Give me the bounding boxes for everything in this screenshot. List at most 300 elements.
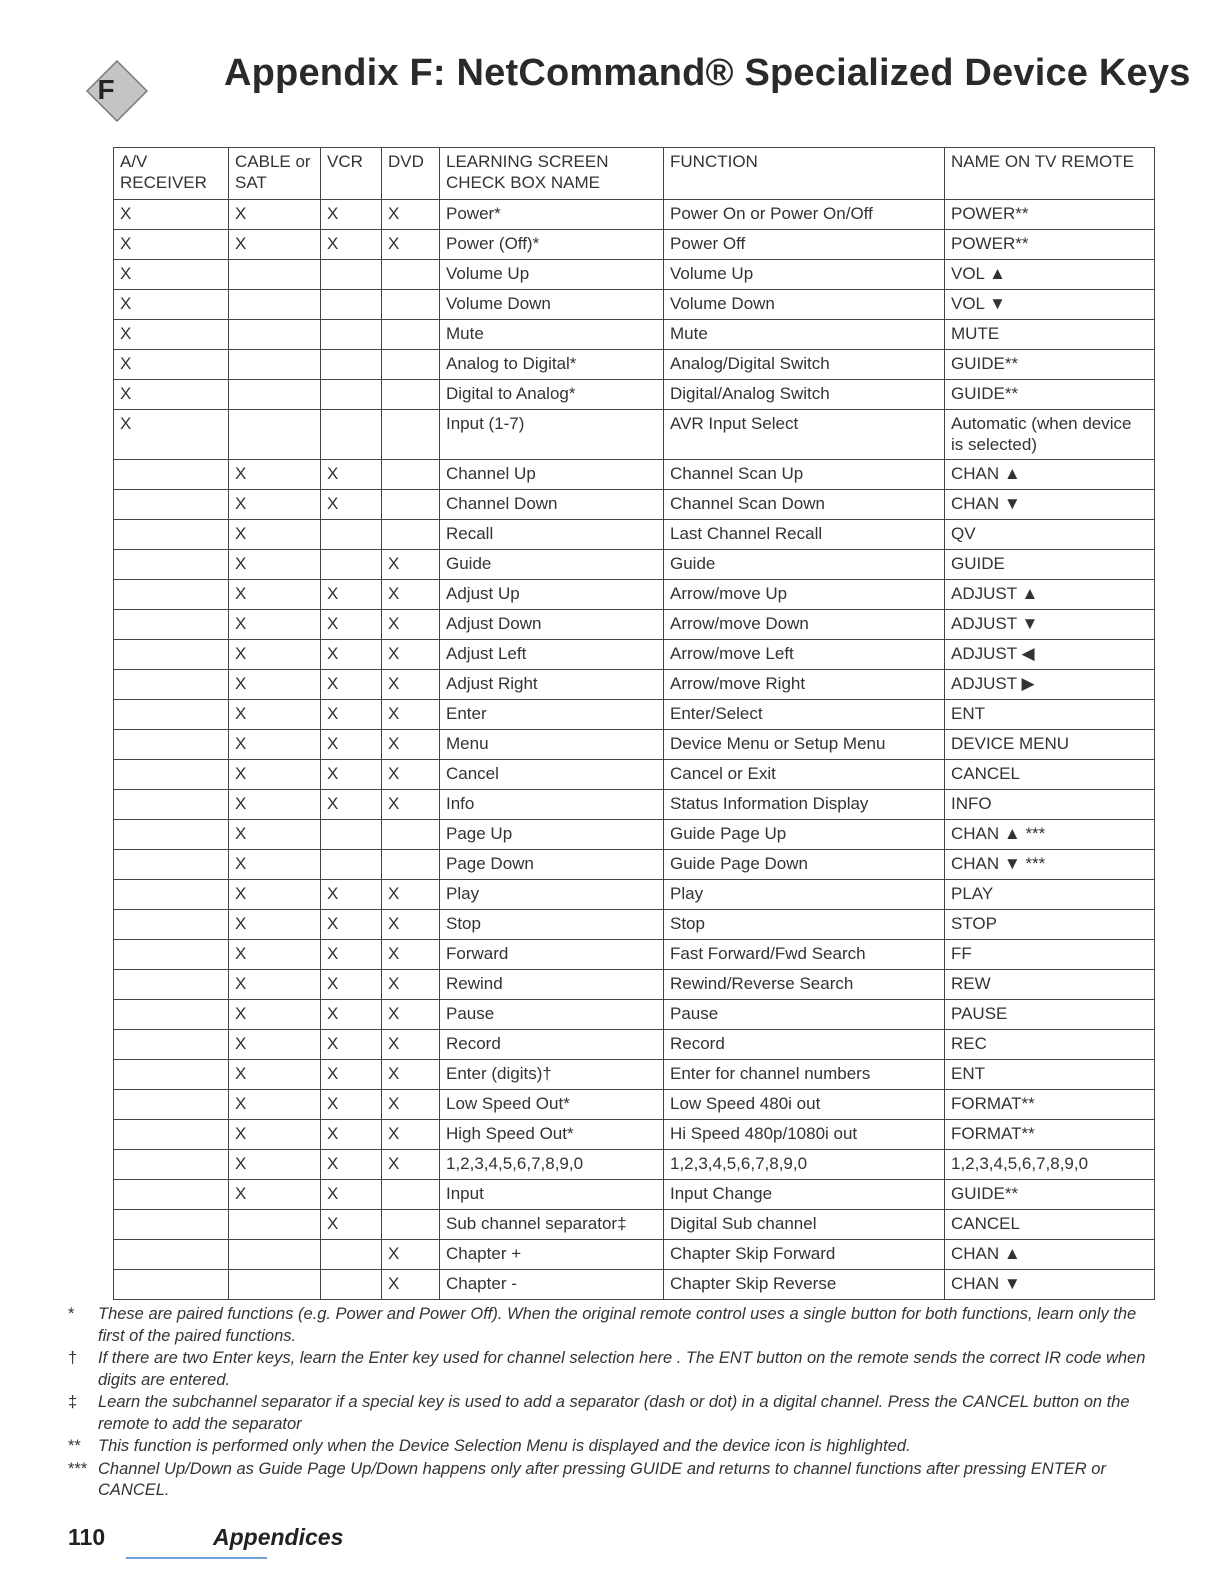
table-cell: [382, 410, 440, 460]
table-cell: X: [229, 460, 321, 490]
table-cell: Cancel: [440, 760, 664, 790]
footnote-mark: *: [68, 1305, 75, 1323]
table-cell: [321, 290, 382, 320]
table-cell: Last Channel Recall: [664, 520, 945, 550]
table-row: [114, 640, 1155, 670]
table-cell: [114, 1210, 229, 1240]
table-cell: X: [382, 1060, 440, 1090]
table-cell: X: [114, 380, 229, 410]
footnote-mark: †: [68, 1349, 78, 1367]
table-cell: [114, 1090, 229, 1120]
table-cell: X: [229, 580, 321, 610]
table-cell: Power*: [440, 200, 664, 230]
table-cell: Page Up: [440, 820, 664, 850]
table-cell: X: [229, 640, 321, 670]
device-keys-table: [113, 147, 1155, 1300]
table-row: [114, 410, 1155, 460]
table-cell: CHAN ▼ ***: [945, 850, 1155, 880]
table-row: [114, 490, 1155, 520]
table-row: [114, 1090, 1155, 1120]
footnote-text: If there are two Enter keys, learn the Enter key used for channel selection here . The ENT button on the remote sends the correct IR code when digits are entered.: [98, 1349, 1146, 1389]
column-header: VCR: [321, 148, 382, 200]
table-cell: [321, 1240, 382, 1270]
table-cell: X: [382, 230, 440, 260]
table-cell: PAUSE: [945, 1000, 1155, 1030]
table-cell: Arrow/move Right: [664, 670, 945, 700]
table-cell: Cancel or Exit: [664, 760, 945, 790]
table-cell: [229, 260, 321, 290]
table-cell: X: [321, 1120, 382, 1150]
table-cell: Channel Scan Down: [664, 490, 945, 520]
table-cell: [321, 380, 382, 410]
table-cell: [229, 320, 321, 350]
table-cell: 1,2,3,4,5,6,7,8,9,0: [440, 1150, 664, 1180]
table-cell: [114, 490, 229, 520]
table-cell: Analog to Digital*: [440, 350, 664, 380]
table-cell: Enter (digits)†: [440, 1060, 664, 1090]
table-cell: X: [229, 670, 321, 700]
footnote-mark: **: [68, 1437, 81, 1455]
table-cell: Volume Down: [664, 290, 945, 320]
table-cell: Pause: [440, 1000, 664, 1030]
table-cell: X: [321, 910, 382, 940]
table-cell: X: [321, 1000, 382, 1030]
table-cell: STOP: [945, 910, 1155, 940]
table-row: [114, 320, 1155, 350]
table-cell: [321, 550, 382, 580]
table-cell: CANCEL: [945, 760, 1155, 790]
table-row: [114, 200, 1155, 230]
column-header: NAME ON TV REMOTE: [945, 148, 1155, 200]
table-cell: Play: [440, 880, 664, 910]
table-cell: X: [114, 410, 229, 460]
table-cell: X: [229, 200, 321, 230]
table-cell: [114, 610, 229, 640]
table-cell: Chapter Skip Reverse: [664, 1270, 945, 1300]
table-cell: [229, 380, 321, 410]
table-cell: X: [229, 850, 321, 880]
table-cell: [114, 700, 229, 730]
table-cell: [382, 380, 440, 410]
table-cell: X: [321, 610, 382, 640]
table-cell: X: [321, 730, 382, 760]
footnote: [68, 1304, 1158, 1347]
table-cell: X: [382, 1120, 440, 1150]
table-cell: X: [382, 970, 440, 1000]
table-cell: [382, 350, 440, 380]
table-cell: X: [229, 700, 321, 730]
table-cell: X: [229, 230, 321, 260]
footnote-mark: ***: [68, 1459, 88, 1478]
table-cell: X: [382, 730, 440, 760]
table-cell: ENT: [945, 700, 1155, 730]
table-cell: Chapter -: [440, 1270, 664, 1300]
column-header: CABLE or SAT: [229, 148, 321, 200]
table-cell: ADJUST ◀: [945, 640, 1155, 670]
table-cell: X: [321, 1090, 382, 1120]
table-row: [114, 290, 1155, 320]
table-cell: [114, 1030, 229, 1060]
table-cell: Arrow/move Up: [664, 580, 945, 610]
table-cell: Recall: [440, 520, 664, 550]
table-row: [114, 1120, 1155, 1150]
table-cell: Chapter +: [440, 1240, 664, 1270]
table-cell: X: [229, 730, 321, 760]
table-cell: X: [321, 1210, 382, 1240]
table-cell: ADJUST ▼: [945, 610, 1155, 640]
table-cell: X: [229, 1060, 321, 1090]
table-cell: Volume Up: [664, 260, 945, 290]
table-cell: X: [382, 550, 440, 580]
table-cell: X: [321, 1030, 382, 1060]
table-cell: X: [114, 350, 229, 380]
table-row: [114, 940, 1155, 970]
table-cell: X: [382, 1270, 440, 1300]
table-cell: High Speed Out*: [440, 1120, 664, 1150]
table-cell: CHAN ▼: [945, 490, 1155, 520]
table-cell: Pause: [664, 1000, 945, 1030]
table-header-row: [114, 148, 1155, 200]
table-cell: [114, 730, 229, 760]
table-cell: Power Off: [664, 230, 945, 260]
table-cell: X: [382, 670, 440, 700]
table-cell: [382, 460, 440, 490]
table-cell: X: [114, 200, 229, 230]
table-cell: [229, 350, 321, 380]
table-cell: X: [229, 490, 321, 520]
table-cell: PLAY: [945, 880, 1155, 910]
table-cell: X: [321, 640, 382, 670]
table-cell: POWER**: [945, 230, 1155, 260]
table-cell: X: [382, 1240, 440, 1270]
table-cell: Adjust Up: [440, 580, 664, 610]
column-header: LEARNING SCREEN CHECK BOX NAME: [440, 148, 664, 200]
table-cell: X: [382, 1030, 440, 1060]
table-row: [114, 970, 1155, 1000]
table-cell: X: [321, 940, 382, 970]
table-cell: X: [321, 700, 382, 730]
table-cell: X: [382, 1090, 440, 1120]
table-cell: X: [321, 1180, 382, 1210]
table-cell: Power On or Power On/Off: [664, 200, 945, 230]
table-cell: Channel Up: [440, 460, 664, 490]
footnote: [68, 1348, 1158, 1391]
table-cell: X: [321, 970, 382, 1000]
table-row: [114, 1270, 1155, 1300]
table-cell: [114, 820, 229, 850]
footer-rule: [126, 1557, 267, 1559]
table-cell: Power (Off)*: [440, 230, 664, 260]
table-row: [114, 520, 1155, 550]
table-cell: [229, 1210, 321, 1240]
badge-letter: F: [97, 74, 115, 105]
table-cell: Guide Page Down: [664, 850, 945, 880]
table-row: [114, 790, 1155, 820]
table-cell: Fast Forward/Fwd Search: [664, 940, 945, 970]
table-cell: X: [229, 820, 321, 850]
table-cell: [114, 1000, 229, 1030]
column-header: FUNCTION: [664, 148, 945, 200]
table-cell: [229, 410, 321, 460]
table-cell: Info: [440, 790, 664, 820]
table-cell: Volume Down: [440, 290, 664, 320]
table-cell: Guide: [664, 550, 945, 580]
table-cell: [229, 1240, 321, 1270]
table-cell: Enter/Select: [664, 700, 945, 730]
footnote: [68, 1392, 1158, 1435]
table-row: [114, 460, 1155, 490]
table-cell: [321, 350, 382, 380]
table-cell: X: [382, 1150, 440, 1180]
column-header: DVD: [382, 148, 440, 200]
table-cell: Stop: [440, 910, 664, 940]
table-row: [114, 350, 1155, 380]
table-cell: X: [114, 290, 229, 320]
table-cell: X: [114, 230, 229, 260]
footnote-text: Channel Up/Down as Guide Page Up/Down happens only after pressing GUIDE and returns to channel functions after pressing ENTER or CANCEL.: [98, 1459, 1106, 1499]
table-cell: [321, 1270, 382, 1300]
table-cell: [114, 520, 229, 550]
table-cell: Adjust Down: [440, 610, 664, 640]
table-cell: X: [382, 610, 440, 640]
table-cell: X: [321, 1060, 382, 1090]
table-cell: [114, 910, 229, 940]
table-row: [114, 580, 1155, 610]
table-cell: [114, 1180, 229, 1210]
table-cell: [114, 550, 229, 580]
table-cell: MUTE: [945, 320, 1155, 350]
table-row: [114, 820, 1155, 850]
table-cell: ADJUST ▲: [945, 580, 1155, 610]
table-cell: [114, 760, 229, 790]
table-cell: Input (1-7): [440, 410, 664, 460]
table-cell: [114, 460, 229, 490]
table-cell: Rewind: [440, 970, 664, 1000]
table-cell: [382, 850, 440, 880]
table-cell: Adjust Right: [440, 670, 664, 700]
table-cell: Input: [440, 1180, 664, 1210]
table-cell: [114, 1240, 229, 1270]
table-cell: X: [321, 1150, 382, 1180]
table-cell: Play: [664, 880, 945, 910]
table-cell: VOL ▼: [945, 290, 1155, 320]
table-cell: [382, 520, 440, 550]
table-cell: [229, 290, 321, 320]
table-cell: Adjust Left: [440, 640, 664, 670]
table-cell: [114, 580, 229, 610]
table-row: [114, 700, 1155, 730]
table-row: [114, 1030, 1155, 1060]
table-cell: CANCEL: [945, 1210, 1155, 1240]
table-cell: Low Speed 480i out: [664, 1090, 945, 1120]
table-cell: [229, 1270, 321, 1300]
table-cell: X: [114, 320, 229, 350]
table-cell: [114, 790, 229, 820]
table-cell: [114, 970, 229, 1000]
table-cell: Guide: [440, 550, 664, 580]
table-cell: ENT: [945, 1060, 1155, 1090]
table-cell: X: [229, 1150, 321, 1180]
table-cell: ADJUST ▶: [945, 670, 1155, 700]
table-cell: [114, 880, 229, 910]
table-cell: X: [229, 790, 321, 820]
table-cell: X: [382, 640, 440, 670]
table-row: [114, 1060, 1155, 1090]
table-cell: X: [229, 970, 321, 1000]
table-cell: X: [114, 260, 229, 290]
table-row: [114, 1240, 1155, 1270]
table-cell: [321, 320, 382, 350]
table-cell: CHAN ▲: [945, 460, 1155, 490]
table-cell: INFO: [945, 790, 1155, 820]
table-cell: Digital to Analog*: [440, 380, 664, 410]
table-cell: FORMAT**: [945, 1120, 1155, 1150]
table-cell: X: [382, 1000, 440, 1030]
table-cell: [382, 820, 440, 850]
table-cell: X: [382, 880, 440, 910]
table-cell: X: [382, 760, 440, 790]
table-cell: Status Information Display: [664, 790, 945, 820]
table-cell: POWER**: [945, 200, 1155, 230]
table-cell: X: [229, 880, 321, 910]
table-cell: Enter: [440, 700, 664, 730]
table-cell: X: [229, 1090, 321, 1120]
table-cell: Record: [440, 1030, 664, 1060]
table-cell: X: [229, 760, 321, 790]
table-cell: REC: [945, 1030, 1155, 1060]
table-cell: CHAN ▲ ***: [945, 820, 1155, 850]
page-title: Appendix F: NetCommand® Specialized Device Keys: [224, 52, 1191, 94]
table-cell: [114, 670, 229, 700]
table-cell: FORMAT**: [945, 1090, 1155, 1120]
table-cell: GUIDE: [945, 550, 1155, 580]
table-cell: Low Speed Out*: [440, 1090, 664, 1120]
table-cell: Digital/Analog Switch: [664, 380, 945, 410]
table-cell: QV: [945, 520, 1155, 550]
table-cell: Enter for channel numbers: [664, 1060, 945, 1090]
table-cell: Arrow/move Down: [664, 610, 945, 640]
table-cell: Hi Speed 480p/1080i out: [664, 1120, 945, 1150]
footnotes: [68, 1304, 1158, 1503]
table-cell: Page Down: [440, 850, 664, 880]
table-cell: X: [321, 460, 382, 490]
table-cell: [114, 1060, 229, 1090]
table-cell: DEVICE MENU: [945, 730, 1155, 760]
table-cell: Arrow/move Left: [664, 640, 945, 670]
table-row: [114, 850, 1155, 880]
table-cell: GUIDE**: [945, 380, 1155, 410]
table-cell: [114, 1120, 229, 1150]
footnote-mark: ‡: [68, 1393, 78, 1411]
table-cell: Chapter Skip Forward: [664, 1240, 945, 1270]
table-cell: [321, 410, 382, 460]
footnote: [68, 1436, 1158, 1458]
table-cell: Volume Up: [440, 260, 664, 290]
table-cell: [321, 260, 382, 290]
table-cell: X: [229, 1180, 321, 1210]
table-cell: [114, 640, 229, 670]
table-cell: X: [321, 670, 382, 700]
table-cell: Digital Sub channel: [664, 1210, 945, 1240]
table-row: [114, 1150, 1155, 1180]
table-cell: [114, 1150, 229, 1180]
table-row: [114, 260, 1155, 290]
table-row: [114, 610, 1155, 640]
table-cell: AVR Input Select: [664, 410, 945, 460]
table-cell: Channel Scan Up: [664, 460, 945, 490]
table-cell: X: [229, 1000, 321, 1030]
table-row: [114, 230, 1155, 260]
table-cell: X: [382, 790, 440, 820]
table-cell: Analog/Digital Switch: [664, 350, 945, 380]
table-row: [114, 380, 1155, 410]
table-cell: X: [382, 700, 440, 730]
table-cell: X: [229, 1030, 321, 1060]
table-cell: Device Menu or Setup Menu: [664, 730, 945, 760]
column-header: A/V RECEIVER: [114, 148, 229, 200]
table-cell: Channel Down: [440, 490, 664, 520]
table-cell: X: [229, 610, 321, 640]
table-row: [114, 1180, 1155, 1210]
table-cell: X: [321, 790, 382, 820]
table-cell: Input Change: [664, 1180, 945, 1210]
table-cell: CHAN ▼: [945, 1270, 1155, 1300]
table-cell: [321, 520, 382, 550]
table-cell: X: [321, 490, 382, 520]
table-cell: X: [321, 880, 382, 910]
table-cell: X: [321, 760, 382, 790]
table-cell: X: [229, 520, 321, 550]
table-cell: [114, 1270, 229, 1300]
table-cell: [114, 850, 229, 880]
table-row: [114, 1000, 1155, 1030]
table-cell: X: [382, 940, 440, 970]
table-cell: Sub channel separator‡: [440, 1210, 664, 1240]
table-cell: X: [321, 200, 382, 230]
table-cell: [382, 1210, 440, 1240]
table-cell: Stop: [664, 910, 945, 940]
table-cell: X: [321, 230, 382, 260]
table-cell: X: [321, 580, 382, 610]
table-cell: Mute: [664, 320, 945, 350]
table-cell: X: [382, 200, 440, 230]
table-cell: Menu: [440, 730, 664, 760]
table-cell: FF: [945, 940, 1155, 970]
table-row: [114, 730, 1155, 760]
table-cell: [321, 820, 382, 850]
table-cell: X: [229, 940, 321, 970]
table-row: [114, 1210, 1155, 1240]
table-cell: GUIDE**: [945, 1180, 1155, 1210]
footnote: [68, 1459, 1158, 1502]
footnote-text: These are paired functions (e.g. Power and Power Off). When the original remote control uses a single button for both functions, learn only the first of the paired functions.: [98, 1305, 1137, 1345]
table-cell: [382, 320, 440, 350]
table-cell: Automatic (when device is selected): [945, 410, 1155, 460]
table-cell: [321, 850, 382, 880]
table-cell: Mute: [440, 320, 664, 350]
table-cell: X: [229, 1120, 321, 1150]
table-cell: X: [229, 550, 321, 580]
table-row: [114, 550, 1155, 580]
table-cell: 1,2,3,4,5,6,7,8,9,0: [664, 1150, 945, 1180]
table-cell: 1,2,3,4,5,6,7,8,9,0: [945, 1150, 1155, 1180]
table-cell: Forward: [440, 940, 664, 970]
table-cell: [382, 490, 440, 520]
table-cell: Rewind/Reverse Search: [664, 970, 945, 1000]
table-row: [114, 910, 1155, 940]
footnote-text: Learn the subchannel separator if a special key is used to add a separator (dash or dot) in a digital channel. Press the CANCEL button on the remote to add the separator: [98, 1393, 1130, 1433]
table-cell: [382, 1180, 440, 1210]
